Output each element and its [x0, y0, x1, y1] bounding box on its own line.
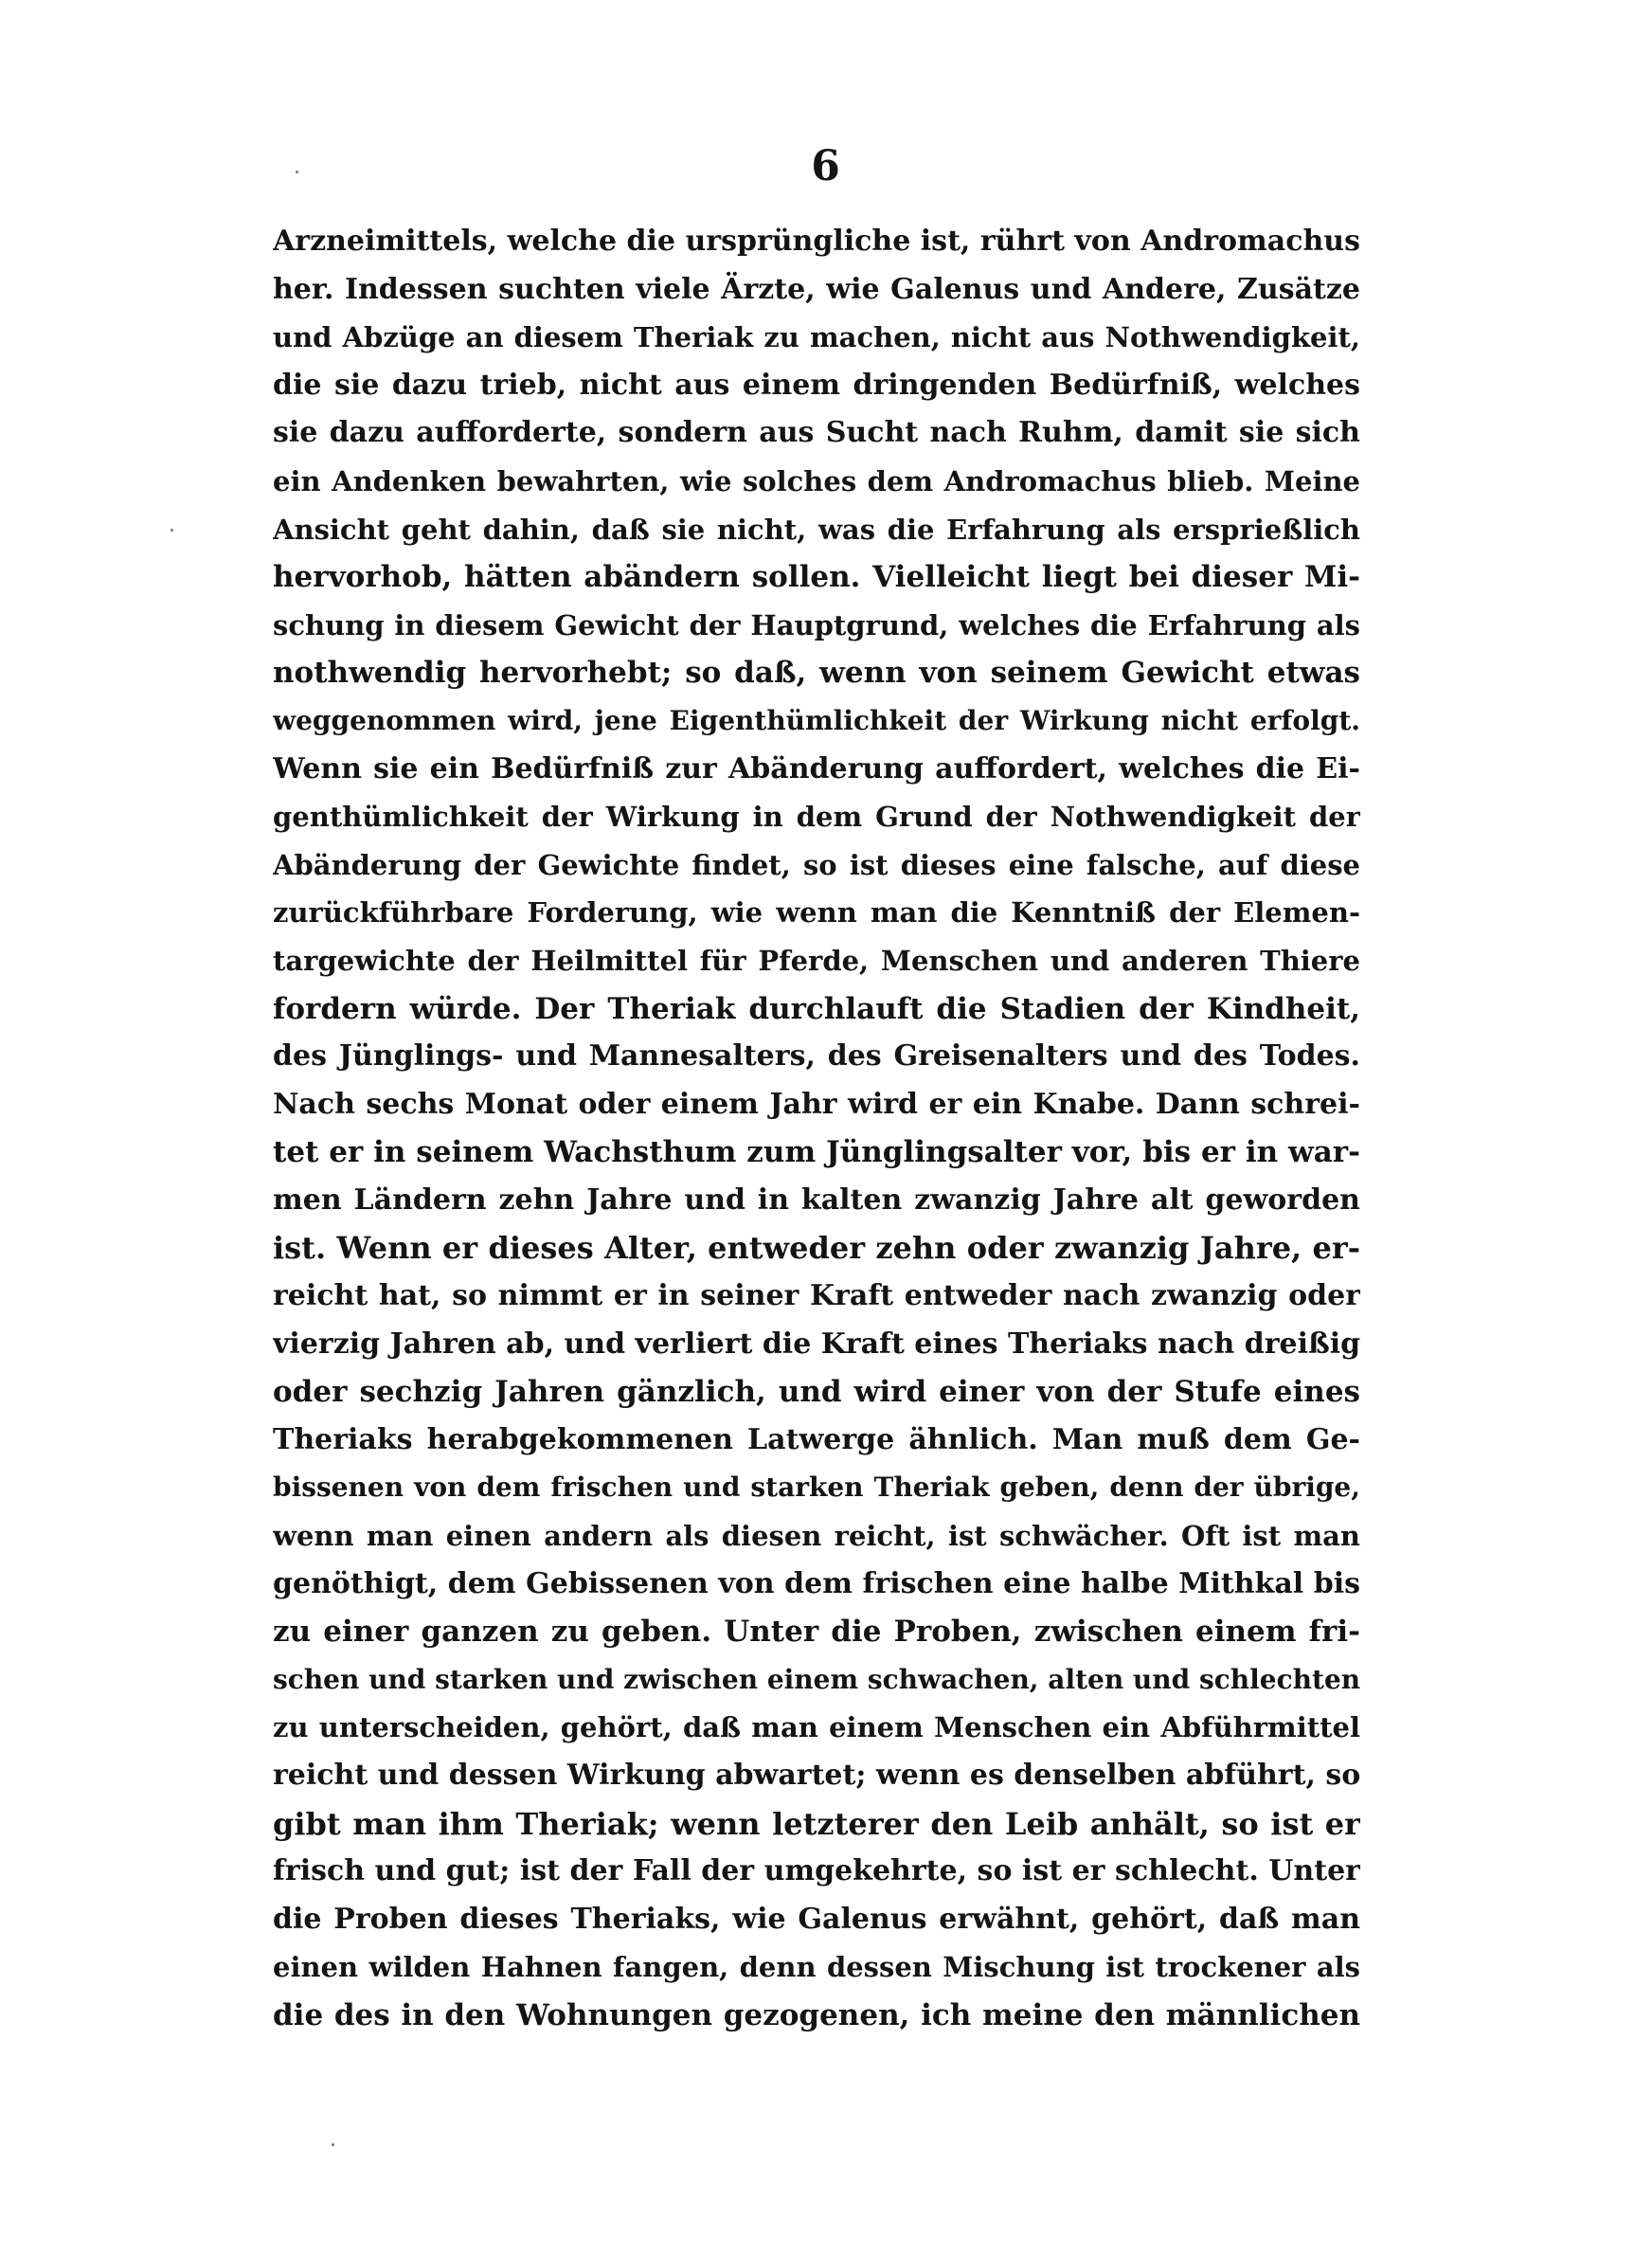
text-line: Theriaks herabgekommenen Latwerge ähnlich. Man muß dem Ge-	[273, 1422, 1360, 1456]
text-line: genthümlichkeit der Wirkung in dem Grund der Nothwendigkeit der	[273, 801, 1360, 834]
text-line: vierzig Jahren ab, und verliert die Kraft eines Theriaks nach dreißig	[273, 1327, 1360, 1361]
text-line: Ansicht geht dahin, daß sie nicht, was die Erfahrung als ersprießlich	[273, 513, 1360, 546]
text-line: bissenen von dem frischen und starken Theriak geben, denn der übrige,	[273, 1472, 1360, 1504]
text-line: Arzneimittels, welche die ursprüngliche ist, rührt von Andromachus	[273, 225, 1360, 258]
text-line: fordern würde. Der Theriak durchlauft die Stadien der Kindheit,	[273, 991, 1360, 1026]
text-line: und Abzüge an diesem Theriak zu machen, nicht aus Nothwendigkeit,	[273, 321, 1360, 354]
text-line: zu einer ganzen zu geben. Unter die Proben, zwischen einem fri-	[273, 1615, 1360, 1650]
text-line: sie dazu aufforderte, sondern aus Sucht nach Ruhm, damit sie sich	[273, 416, 1360, 450]
text-line: die sie dazu trieb, nicht aus einem dringenden Bedürfniß, welches	[273, 368, 1360, 402]
text-line: schen und starken und zwischen einem schwachen, alten und schlechten	[273, 1663, 1360, 1695]
text-line: ein Andenken bewahrten, wie solches dem Andromachus blieb. Meine	[273, 464, 1360, 497]
text-line: hervorhob, hätten abändern sollen. Vielleicht liegt bei dieser Mi-	[273, 560, 1360, 595]
paper-speck	[332, 2143, 334, 2146]
text-line: oder sechzig Jahren gänzlich, und wird einer von der Stufe eines	[273, 1375, 1360, 1410]
text-line: die des in den Wohnungen gezogenen, ich meine den männlichen	[273, 1997, 1360, 2032]
text-line: reicht und dessen Wirkung abwartet; wenn es denselben abführt, so	[273, 1759, 1360, 1792]
text-line: zu unterscheiden, gehört, daß man einem Menschen ein Abführmittel	[273, 1711, 1360, 1744]
text-line: zurückführbare Forderung, wie wenn man die Kenntniß der Elemen-	[273, 896, 1360, 930]
text-line: des Jünglings- und Mannesalters, des Greisenalters und des Todes.	[273, 1039, 1360, 1074]
text-line: Abänderung der Gewichte findet, so ist dieses eine falsche, auf diese	[273, 848, 1360, 881]
text-line: reicht hat, so nimmt er in seiner Kraft entweder nach zwanzig oder	[273, 1279, 1360, 1313]
text-line: ist. Wenn er dieses Alter, entweder zehn oder zwanzig Jahre, er-	[273, 1230, 1360, 1267]
text-line: targewichte der Heilmittel für Pferde, Menschen und anderen Thiere	[273, 944, 1360, 977]
text-line: die Proben dieses Theriaks, wie Galenus erwähnt, gehört, daß man	[273, 1902, 1360, 1936]
text-line: einen wilden Hahnen fangen, denn dessen Mischung ist trockener als	[273, 1951, 1360, 1984]
paper-speck	[171, 529, 173, 532]
text-line: Nach sechs Monat oder einem Jahr wird er ein Knabe. Dann schrei-	[273, 1087, 1360, 1121]
text-line: men Ländern zehn Jahre und in kalten zwanzig Jahre alt geworden	[273, 1183, 1360, 1217]
text-line: her. Indessen suchten viele Ärzte, wie Galenus und Andere, Zusätze	[273, 272, 1360, 306]
text-line: schung in diesem Gewicht der Hauptgrund, welches die Erfahrung als	[273, 608, 1360, 641]
paper-speck	[296, 171, 298, 173]
text-line: genöthigt, dem Gebissenen von dem frischen eine halbe Mithkal bis	[273, 1566, 1360, 1600]
text-line: frisch und gut; ist der Fall der umgekehrte, so ist er schlecht. Unter	[273, 1854, 1360, 1888]
text-line: Wenn sie ein Bedürfniß zur Abänderung auffordert, welches die Ei-	[273, 751, 1360, 785]
text-line: wenn man einen andern als diesen reicht, ist schwächer. Oft ist man	[273, 1520, 1360, 1553]
text-line: tet er in seinem Wachsthum zum Jünglingsalter vor, bis er in war-	[273, 1135, 1360, 1170]
page-number: 6	[811, 142, 841, 190]
text-line: gibt man ihm Theriak; wenn letzterer den Leib anhält, so ist er	[273, 1805, 1360, 1842]
text-line: nothwendig hervorhebt; so daß, wenn von seinem Gewicht etwas	[273, 656, 1360, 691]
text-line: weggenommen wird, jene Eigenthümlichkeit der Wirkung nicht erfolgt.	[273, 704, 1360, 736]
body-text	[273, 218, 1360, 2040]
